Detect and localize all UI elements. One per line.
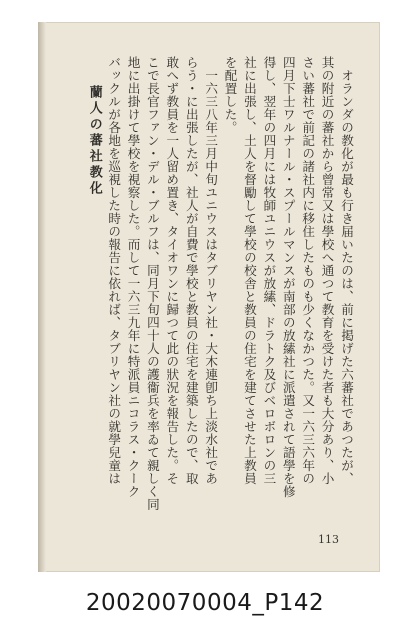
text-column: バックルが各地を巡視した時の報告に依れば、タブリヤン社の就學兒童は <box>106 56 122 485</box>
text-column: 四月下士ワルナール・スプールマンスが南部の放縤社に派遣されて語學を修 <box>280 56 296 498</box>
text-column: 地に出掛けて學校を視察した。而して一六三九年に特派員ニコラス・クーク <box>125 56 141 498</box>
text-column: 其の附近の蕃社から曾常又は學校へ通つて教育を受けた者も大分あり、小 <box>319 56 335 485</box>
page-number: 113 <box>318 533 339 546</box>
image-caption: 20020070004_P142 <box>85 590 325 616</box>
page-binding-shadow <box>38 22 46 572</box>
text-column: オランダの教化が最も行き届いたのは、前に掲げた六蕃社であつたが、 <box>339 68 354 485</box>
text-column: 敢へず教員を一人留め置き、タイオワンに歸つて此の狀況を報告した。そ <box>164 56 180 485</box>
text-column: 社に出張し、土人を督勵して學校の校舎と教員の住宅を建てさせた上教員 <box>241 56 257 485</box>
text-column: さい蕃社で前記の諸社内に移住したものも少くなかつた。又一六三六年の <box>300 56 316 485</box>
vertical-text-body <box>86 56 356 526</box>
text-column: らう・に出張したが、社人が自費で學校と教員の住宅を建築したので、取 <box>183 56 199 485</box>
text-column: 得し、翌年の四月には牧師ユニウスが放縤、ドラトク及びベロボロンの三 <box>261 56 277 485</box>
text-column: を配置した。 <box>222 56 238 134</box>
text-column: こで長官ファン・デル・ブルフは、同月下旬四十人の護衞兵を率ゐて親しく同 <box>144 56 160 511</box>
text-column: 一六三八年三月中旬ユニウスはタブリヤン社・大木連卽ち上淡水社であ <box>203 68 219 485</box>
section-heading: 蘭人の蕃社教化 <box>86 84 102 197</box>
